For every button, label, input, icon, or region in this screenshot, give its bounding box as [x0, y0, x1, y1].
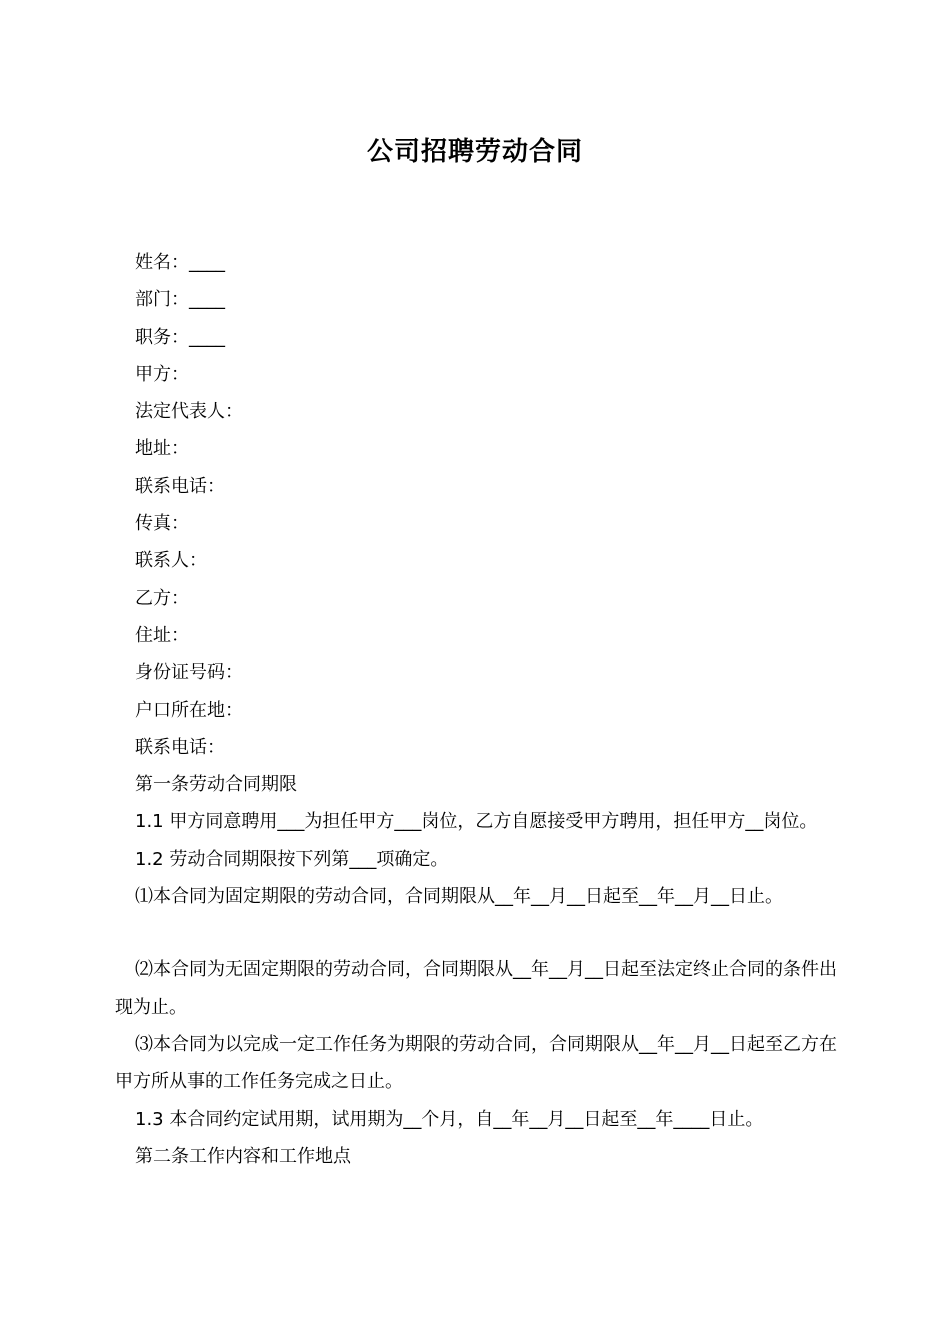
field-id-number: 身份证号码： — [135, 662, 243, 684]
field-residence: 住址： — [135, 624, 189, 646]
article-2-heading: 第二条工作内容和工作地点 — [135, 1145, 351, 1167]
blank-spacer — [115, 915, 837, 951]
field-department: 部门：____ — [135, 289, 225, 311]
field-name: 姓名：____ — [135, 252, 225, 273]
field-contact: 联系人： — [135, 550, 207, 572]
article-1-heading: 第一条劳动合同期限 — [135, 774, 297, 796]
clause-1-2-option-2: ⑵本合同为无固定期限的劳动合同，合同期限从__年__月__日起至法定终止合同的条件出现为止。 — [115, 959, 837, 1018]
clause-1-1: 1.1 甲方同意聘用___为担任甲方___岗位，乙方自愿接受甲方聘用，担任甲方__岗位。 — [135, 811, 818, 833]
clause-1-2-option-3: ⑶本合同为以完成一定工作任务为期限的劳动合同，合同期限从__年__月__日起至乙方在甲方所从事的工作任务完成之日止。 — [115, 1033, 837, 1093]
field-phone-a: 联系电话： — [135, 475, 225, 497]
clause-1-2-option-1: ⑴本合同为固定期限的劳动合同，合同期限从__年__月__日起至__年__月__日止。 — [135, 886, 783, 908]
field-position: 职务：____ — [135, 326, 225, 348]
field-hukou: 户口所在地： — [135, 699, 243, 721]
field-address: 地址： — [135, 438, 189, 460]
field-phone-b: 联系电话： — [135, 736, 225, 758]
field-legal-representative: 法定代表人： — [135, 401, 243, 423]
field-party-a: 甲方： — [135, 363, 189, 385]
clause-1-3: 1.3 本合同约定试用期，试用期为__个月，自__年__月__日起至__年____日止。 — [135, 1108, 764, 1130]
document-title: 公司招聘劳动合同 — [366, 137, 583, 167]
clause-1-2: 1.2 劳动合同期限按下列第___项确定。 — [135, 848, 449, 870]
field-party-b: 乙方： — [135, 587, 189, 609]
field-fax: 传真： — [135, 513, 189, 535]
document-body — [115, 244, 837, 1175]
